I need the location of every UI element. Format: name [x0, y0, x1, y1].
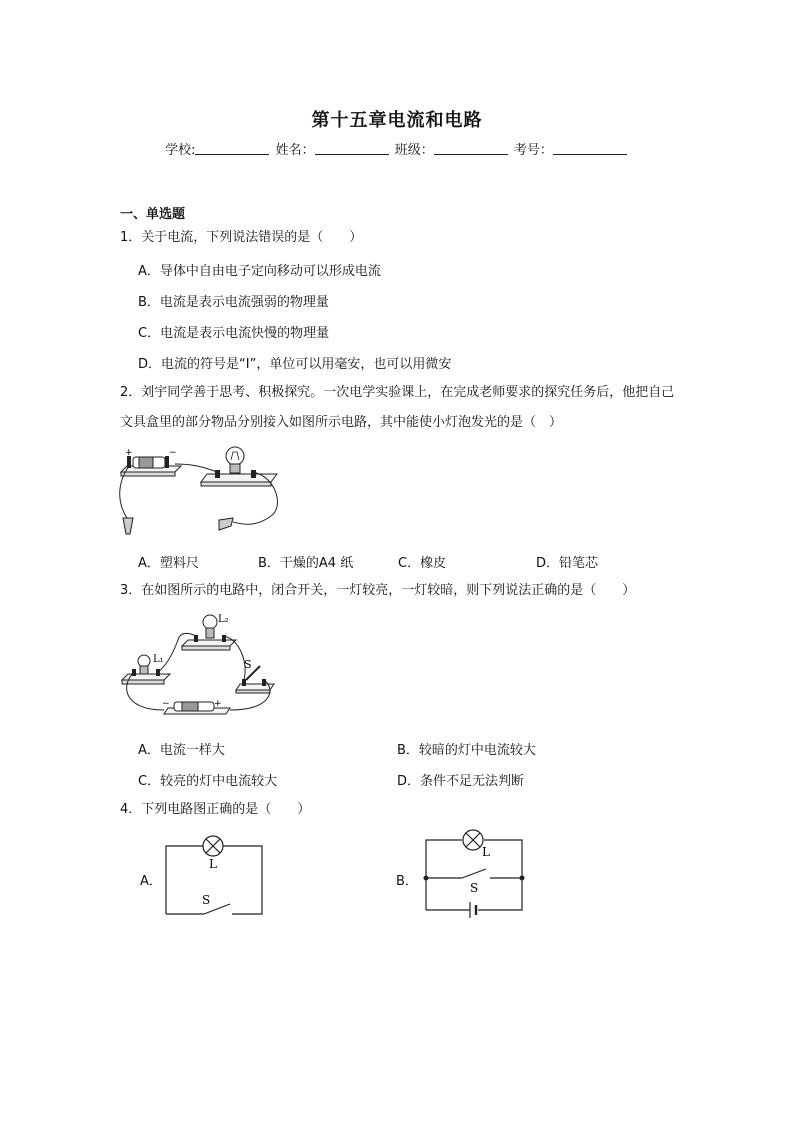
q4a-switch-label: S [202, 893, 211, 907]
page-title: 第十五章电流和电路 [311, 110, 483, 131]
question-2-option-a[interactable]: A．塑料尺 [138, 556, 199, 571]
question-3-option-d[interactable]: D．条件不足无法判断 [397, 774, 525, 789]
exam-no-label: 考号： [513, 143, 553, 158]
q2-minus-label: − [169, 448, 177, 458]
q2-plus-label: + [125, 448, 133, 458]
question-1-stem: 1．关于电流，下列说法错误的是（ ） [120, 230, 363, 245]
question-4-circuit-a [160, 830, 268, 920]
question-1-option-b[interactable]: B．电流是表示电流强弱的物理量 [138, 295, 329, 310]
question-2-option-d[interactable]: D．铅笔芯 [536, 556, 599, 571]
q3-l2-label: L₂ [218, 614, 229, 625]
question-3-option-c[interactable]: C．较亮的灯中电流较大 [138, 774, 278, 789]
school-label: 学校: [165, 143, 196, 158]
question-1-option-c[interactable]: C．电流是表示电流快慢的物理量 [138, 326, 330, 341]
name-blank[interactable] [315, 142, 389, 155]
q3-switch-label: S [244, 658, 252, 671]
student-info-line [0, 139, 794, 158]
question-4-option-a[interactable]: A． [140, 874, 162, 889]
question-3-option-a[interactable]: A．电流一样大 [138, 743, 225, 758]
question-3-figure [118, 606, 288, 726]
q3-minus-label: − [162, 699, 170, 709]
question-4-option-b[interactable]: B． [396, 874, 418, 889]
question-4-circuit-b [420, 826, 528, 924]
question-2-stem: 2．刘宇同学善于思考、积极探究。一次电学实验课上，在完成老师要求的探究任务后，他把自己文具盒里的部分物品分别接入如图所示电路，其中能使小灯泡发光的是（ ） [120, 385, 675, 430]
q4b-lamp-label: L [482, 845, 490, 859]
class-blank[interactable] [434, 142, 508, 155]
class-label: 班级： [394, 143, 434, 158]
question-2-option-b[interactable]: B．干燥的A4 纸 [258, 556, 354, 571]
school-blank[interactable] [195, 142, 269, 155]
q4b-switch-label: S [470, 881, 479, 895]
question-1-option-a[interactable]: A．导体中自由电子定向移动可以形成电流 [138, 264, 381, 279]
question-2-option-c[interactable]: C．橡皮 [398, 556, 447, 571]
name-label: 姓名： [275, 143, 315, 158]
question-3-stem: 3．在如图所示的电路中，闭合开关，一灯较亮，一灯较暗，则下列说法正确的是（ ） [120, 583, 636, 598]
question-2-figure [115, 446, 285, 541]
question-1-option-d[interactable]: D．电流的符号是“I”，单位可以用毫安，也可以用微安 [138, 357, 452, 372]
q3-l1-label: L₁ [153, 654, 164, 665]
question-4-stem: 4．下列电路图正确的是（ ） [120, 802, 311, 817]
q3-plus-label: + [214, 699, 222, 709]
exam-no-blank[interactable] [553, 142, 627, 155]
q4a-lamp-label: L [209, 857, 217, 871]
question-3-option-b[interactable]: B．较暗的灯中电流较大 [397, 743, 536, 758]
section-title: 一、单选题 [120, 207, 186, 222]
